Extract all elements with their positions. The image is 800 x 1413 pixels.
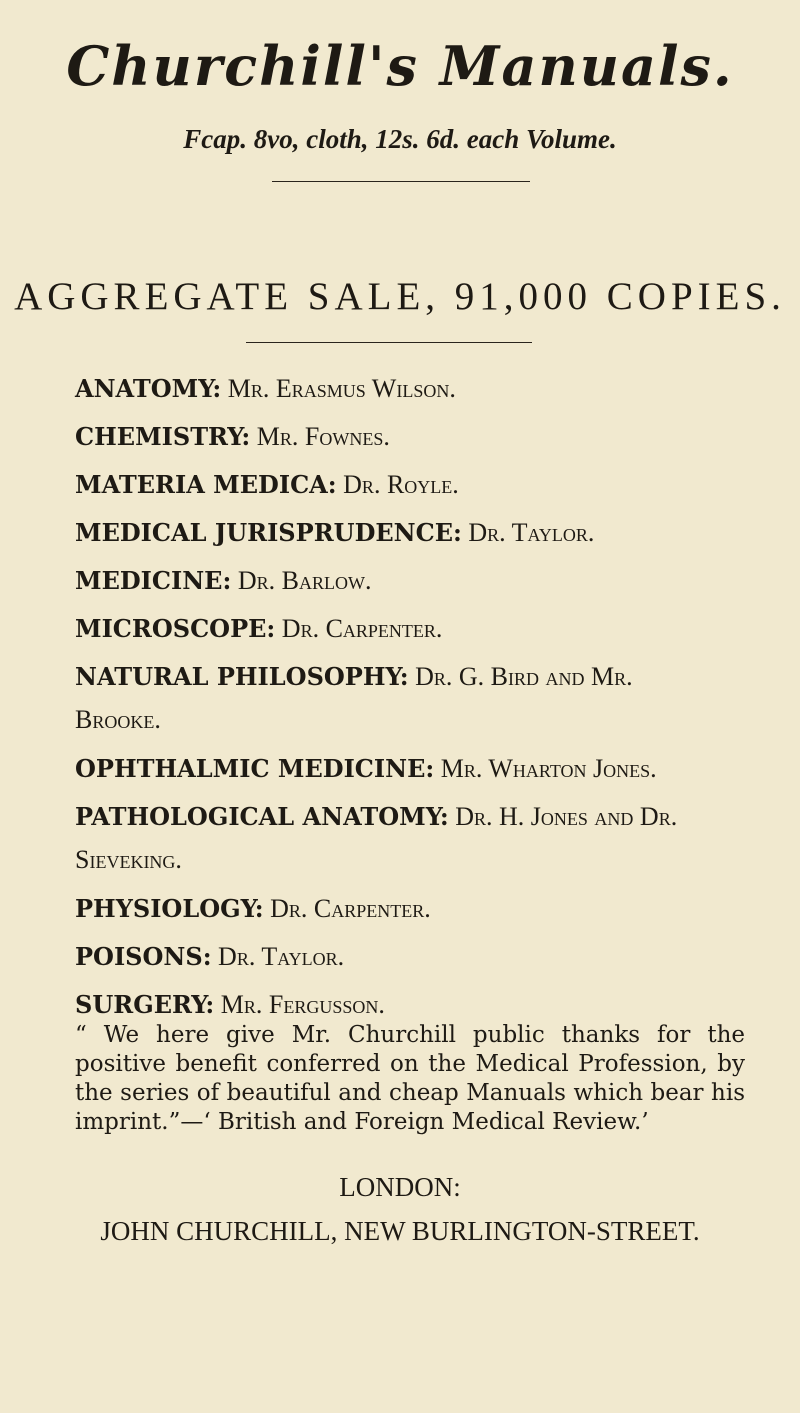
entry-author: Dr. Taylor. [468, 518, 595, 547]
entry-author: Mr. Fownes. [256, 422, 390, 451]
manual-entry-poisons [75, 933, 755, 981]
manual-entry-anatomy [75, 365, 755, 413]
divider-top [272, 181, 530, 182]
manual-entry-ophthalmic-medicine [75, 745, 755, 793]
entry-subject: PATHOLOGICAL ANATOMY: [75, 802, 449, 831]
manual-entry-physiology [75, 885, 755, 933]
entry-subject: SURGERY: [75, 990, 215, 1019]
manual-entry-natural-philosophy [75, 653, 755, 739]
page-title: Churchill's Manuals. [66, 34, 734, 98]
entry-author-continued: Sieveking. [75, 845, 182, 874]
manual-entry-materia-medica [75, 461, 755, 509]
entry-author: Dr. H. Jones and Dr. [455, 802, 678, 831]
manual-list [75, 365, 755, 1029]
imprint-publisher: JOHN CHURCHILL, NEW BURLINGTON-STREET. [100, 1216, 700, 1246]
entry-subject: MEDICINE: [75, 566, 232, 595]
entry-subject: CHEMISTRY: [75, 422, 251, 451]
manual-entry-medical-jurisprudence [75, 509, 755, 557]
aggregate-sale-line: AGGREGATE SALE, 91,000 COPIES. [14, 275, 786, 318]
entry-author: Dr. Carpenter. [281, 614, 443, 643]
entry-author: Dr. Barlow. [237, 566, 372, 595]
entry-author-continued: Brooke. [75, 705, 161, 734]
entry-subject: MEDICAL JURISPRUDENCE: [75, 518, 462, 547]
entry-subject: POISONS: [75, 942, 212, 971]
entry-author: Mr. Fergusson. [220, 990, 385, 1019]
manual-entry-microscope [75, 605, 755, 653]
entry-subject: OPHTHALMIC MEDICINE: [75, 754, 435, 783]
manual-entry-pathological-anatomy [75, 793, 755, 879]
entry-author: Mr. Erasmus Wilson. [227, 374, 456, 403]
divider-bottom [246, 342, 532, 343]
entry-author: Dr. Carpenter. [270, 894, 431, 923]
entry-author: Mr. Wharton Jones. [440, 754, 657, 783]
entry-subject: MATERIA MEDICA: [75, 470, 337, 499]
entry-author: Dr. Taylor. [218, 942, 345, 971]
entry-author: Dr. Royle. [343, 470, 459, 499]
entry-subject: PHYSIOLOGY: [75, 894, 264, 923]
manual-entry-chemistry [75, 413, 755, 461]
manual-entry-medicine [75, 557, 755, 605]
imprint-city: LONDON: [339, 1172, 461, 1202]
entry-subject: MICROSCOPE: [75, 614, 276, 643]
format-price-line: Fcap. 8vo, cloth, 12s. 6d. each Volume. [183, 124, 617, 154]
entry-subject: ANATOMY: [75, 374, 222, 403]
review-quote: “ We here give Mr. Churchill public thanks for the positive benefit conferred on the Medical Profession, by the series of beautiful and cheap Manuals which bear his imprint.”—‘ British and Foreign Medical Review.’ [75, 1022, 745, 1135]
entry-author: Dr. G. Bird and Mr. [415, 662, 633, 691]
entry-subject: NATURAL PHILOSOPHY: [75, 662, 409, 691]
